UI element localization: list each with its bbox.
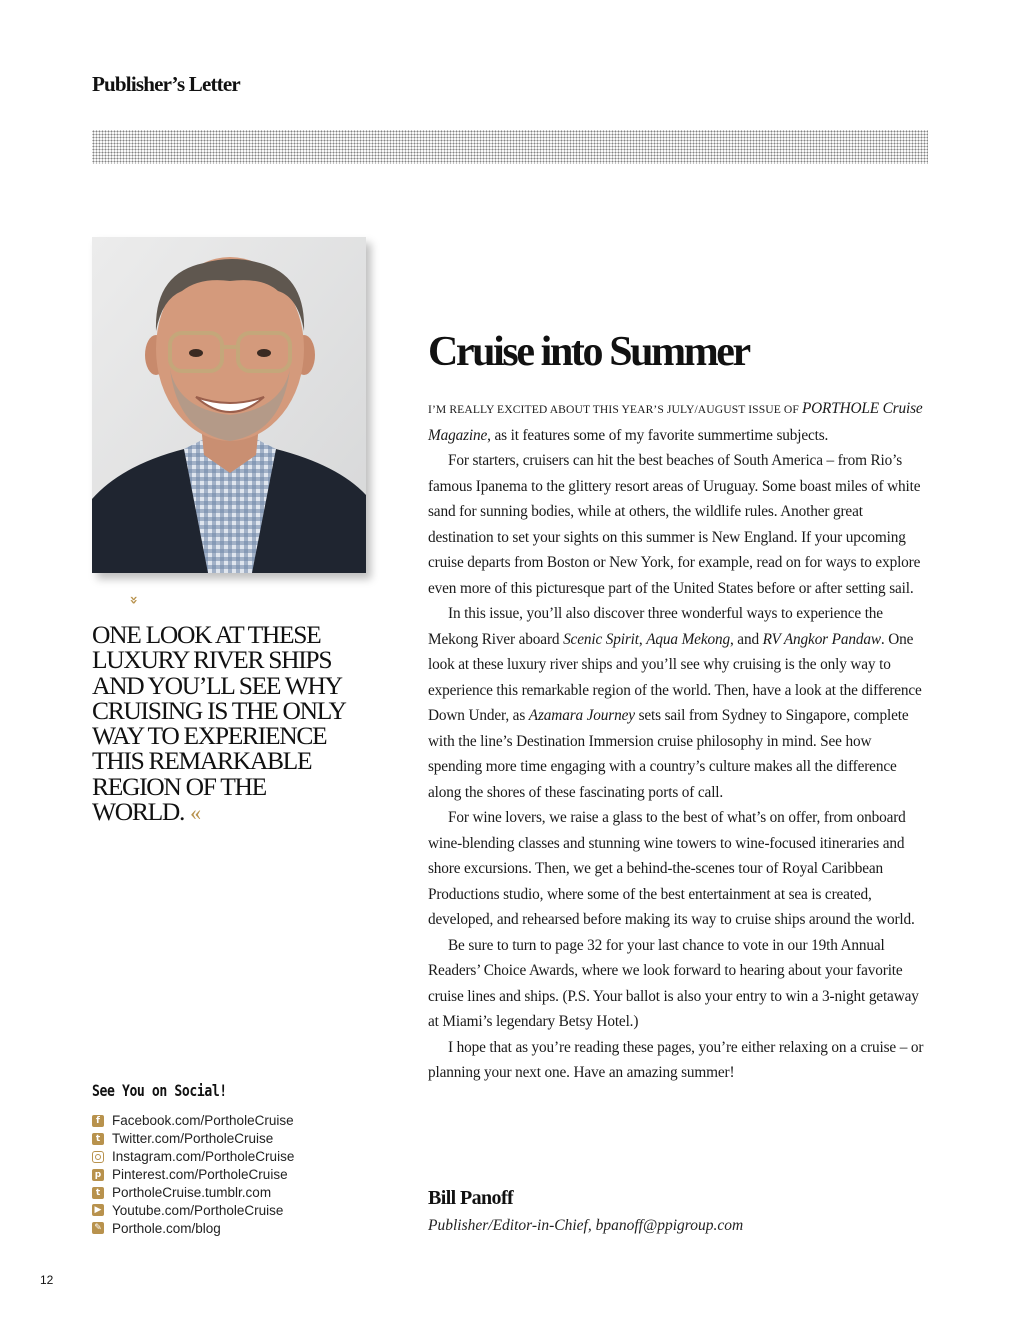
social-link-facebook[interactable] (92, 1112, 294, 1130)
body-paragraph: Be sure to turn to page 32 for your last chance to vote in our 19th Annual Readers’ Choice Awards, where we look forward to hearing about your favorite cruise lines and ships. (P.S. Your ballot is also your entry to win a 3-night getaway at Miami’s legendary Betsy Hotel.) (428, 936, 919, 1030)
page-number: 12 (40, 1273, 54, 1287)
article-body (428, 396, 926, 1086)
signature-title: Publisher/Editor-in-Chief, bpanoff@ppigroup.com (428, 1217, 744, 1234)
ship-name: Scenic Spirit (563, 630, 639, 648)
social-link-label[interactable]: Youtube.com/PortholeCruise (112, 1202, 284, 1218)
social-heading: See You on Social! (92, 1081, 227, 1100)
body-paragraph: For starters, cruisers can hit the best beaches of South America – from Rio’s famous Ipanema to the glittery resort areas of Uruguay. Some boast miles of white sand for sunning bodies, while at others, the wildlife rules. Another great destination to set your sights on this summer is New England. If your upcoming cruise departs from Boston or New York, for example, read on for ways to explore even more of this picturesque part of the United States before or after setting sail. (428, 452, 921, 597)
publisher-photo (92, 237, 366, 573)
magazine-name: PORTHOLE Cruise Magazine (428, 400, 923, 444)
lead-paragraph (428, 396, 926, 448)
pull-quote (92, 622, 352, 825)
twitter-icon: t (92, 1133, 104, 1145)
section-label: Publisher’s Letter (92, 72, 240, 96)
body-paragraph: For wine lovers, we raise a glass to the best of what’s on offer, from onboard wine-blending classes and stunning wine towers to wine-focused itineraries and shore excursions. Then, we get a behind-the-scenes tour of Royal Caribbean Productions studio, where some of the best entertainment at sea is created, developed, and rehearsed before making its way to cruise ships around the world. (428, 809, 915, 928)
signature-name: Bill Panoff (428, 1187, 514, 1209)
text-run: . One look at these luxury river ships and you’ll see why cruising is the only way to experience this remarkable region of the world. Then, have a look at the difference Down Under, as (428, 630, 922, 724)
instagram-icon (92, 1151, 104, 1163)
facebook-icon: f (92, 1115, 104, 1127)
blog-icon: ✎ (92, 1222, 104, 1234)
body-paragraph (428, 601, 926, 805)
social-link-instagram[interactable] (92, 1148, 294, 1166)
halftone-divider (92, 130, 928, 164)
text-run: , (638, 630, 647, 648)
social-link-blog[interactable] (92, 1219, 294, 1237)
lead-rest: , as it features some of my favorite summertime subjects. (487, 426, 829, 444)
social-link-label[interactable]: Pinterest.com/PortholeCruise (112, 1167, 288, 1183)
social-link-pinterest[interactable] (92, 1166, 294, 1184)
ship-name: Azamara Journey (528, 707, 635, 724)
portrait-illustration (92, 237, 366, 573)
social-link-youtube[interactable] (92, 1201, 294, 1219)
social-link-label[interactable]: Twitter.com/PortholeCruise (112, 1131, 274, 1147)
ship-name: Aqua Mekong (646, 630, 730, 648)
lead-intro: I’M REALLY EXCITED ABOUT THIS YEAR’S JULY/AUGUST ISSUE OF (428, 403, 802, 416)
text-run: sets sail from Sydney to Singapore, complete with the line’s Destination Immersion cruise philosophy in mind. See how spending more time engaging with a country’s culture makes all the difference along the shores of these fascinating ports of call. (428, 707, 909, 801)
social-link-tumblr[interactable] (92, 1184, 294, 1202)
social-link-label[interactable]: Porthole.com/blog (112, 1220, 221, 1236)
text-run: , and (729, 630, 763, 648)
tumblr-icon: t (92, 1187, 104, 1199)
social-link-label[interactable]: Instagram.com/PortholeCruise (112, 1149, 295, 1165)
chevron-down-icon: » (125, 595, 142, 605)
youtube-icon: ▶ (92, 1204, 104, 1216)
pull-quote-text: ONE LOOK AT THESE LUXURY RIVER SHIPS AND YOU’LL SEE WHY CRUISING IS THE ONLY WAY TO EXPERIENCE THIS REMARKABLE REGION OF THE WORLD. (92, 620, 345, 827)
lead-smallcaps (428, 403, 802, 416)
social-link-label[interactable]: Facebook.com/PortholeCruise (112, 1113, 294, 1129)
body-paragraph: I hope that as you’re reading these pages, you’re either relaxing on a cruise – or planning your next one. Have an amazing summer! (428, 1038, 924, 1081)
pinterest-icon: p (92, 1169, 104, 1181)
ship-name: RV Angkor Pandaw (762, 630, 881, 648)
social-link-label[interactable]: PortholeCruise.tumblr.com (112, 1185, 272, 1200)
quote-end-mark: « (190, 800, 200, 826)
social-link-twitter[interactable] (92, 1130, 294, 1148)
text-run: In this issue, you’ll also discover three wonderful ways to experience the Mekong River aboard (428, 605, 883, 648)
article-headline: Cruise into Summer (428, 329, 749, 375)
social-links (92, 1112, 294, 1237)
